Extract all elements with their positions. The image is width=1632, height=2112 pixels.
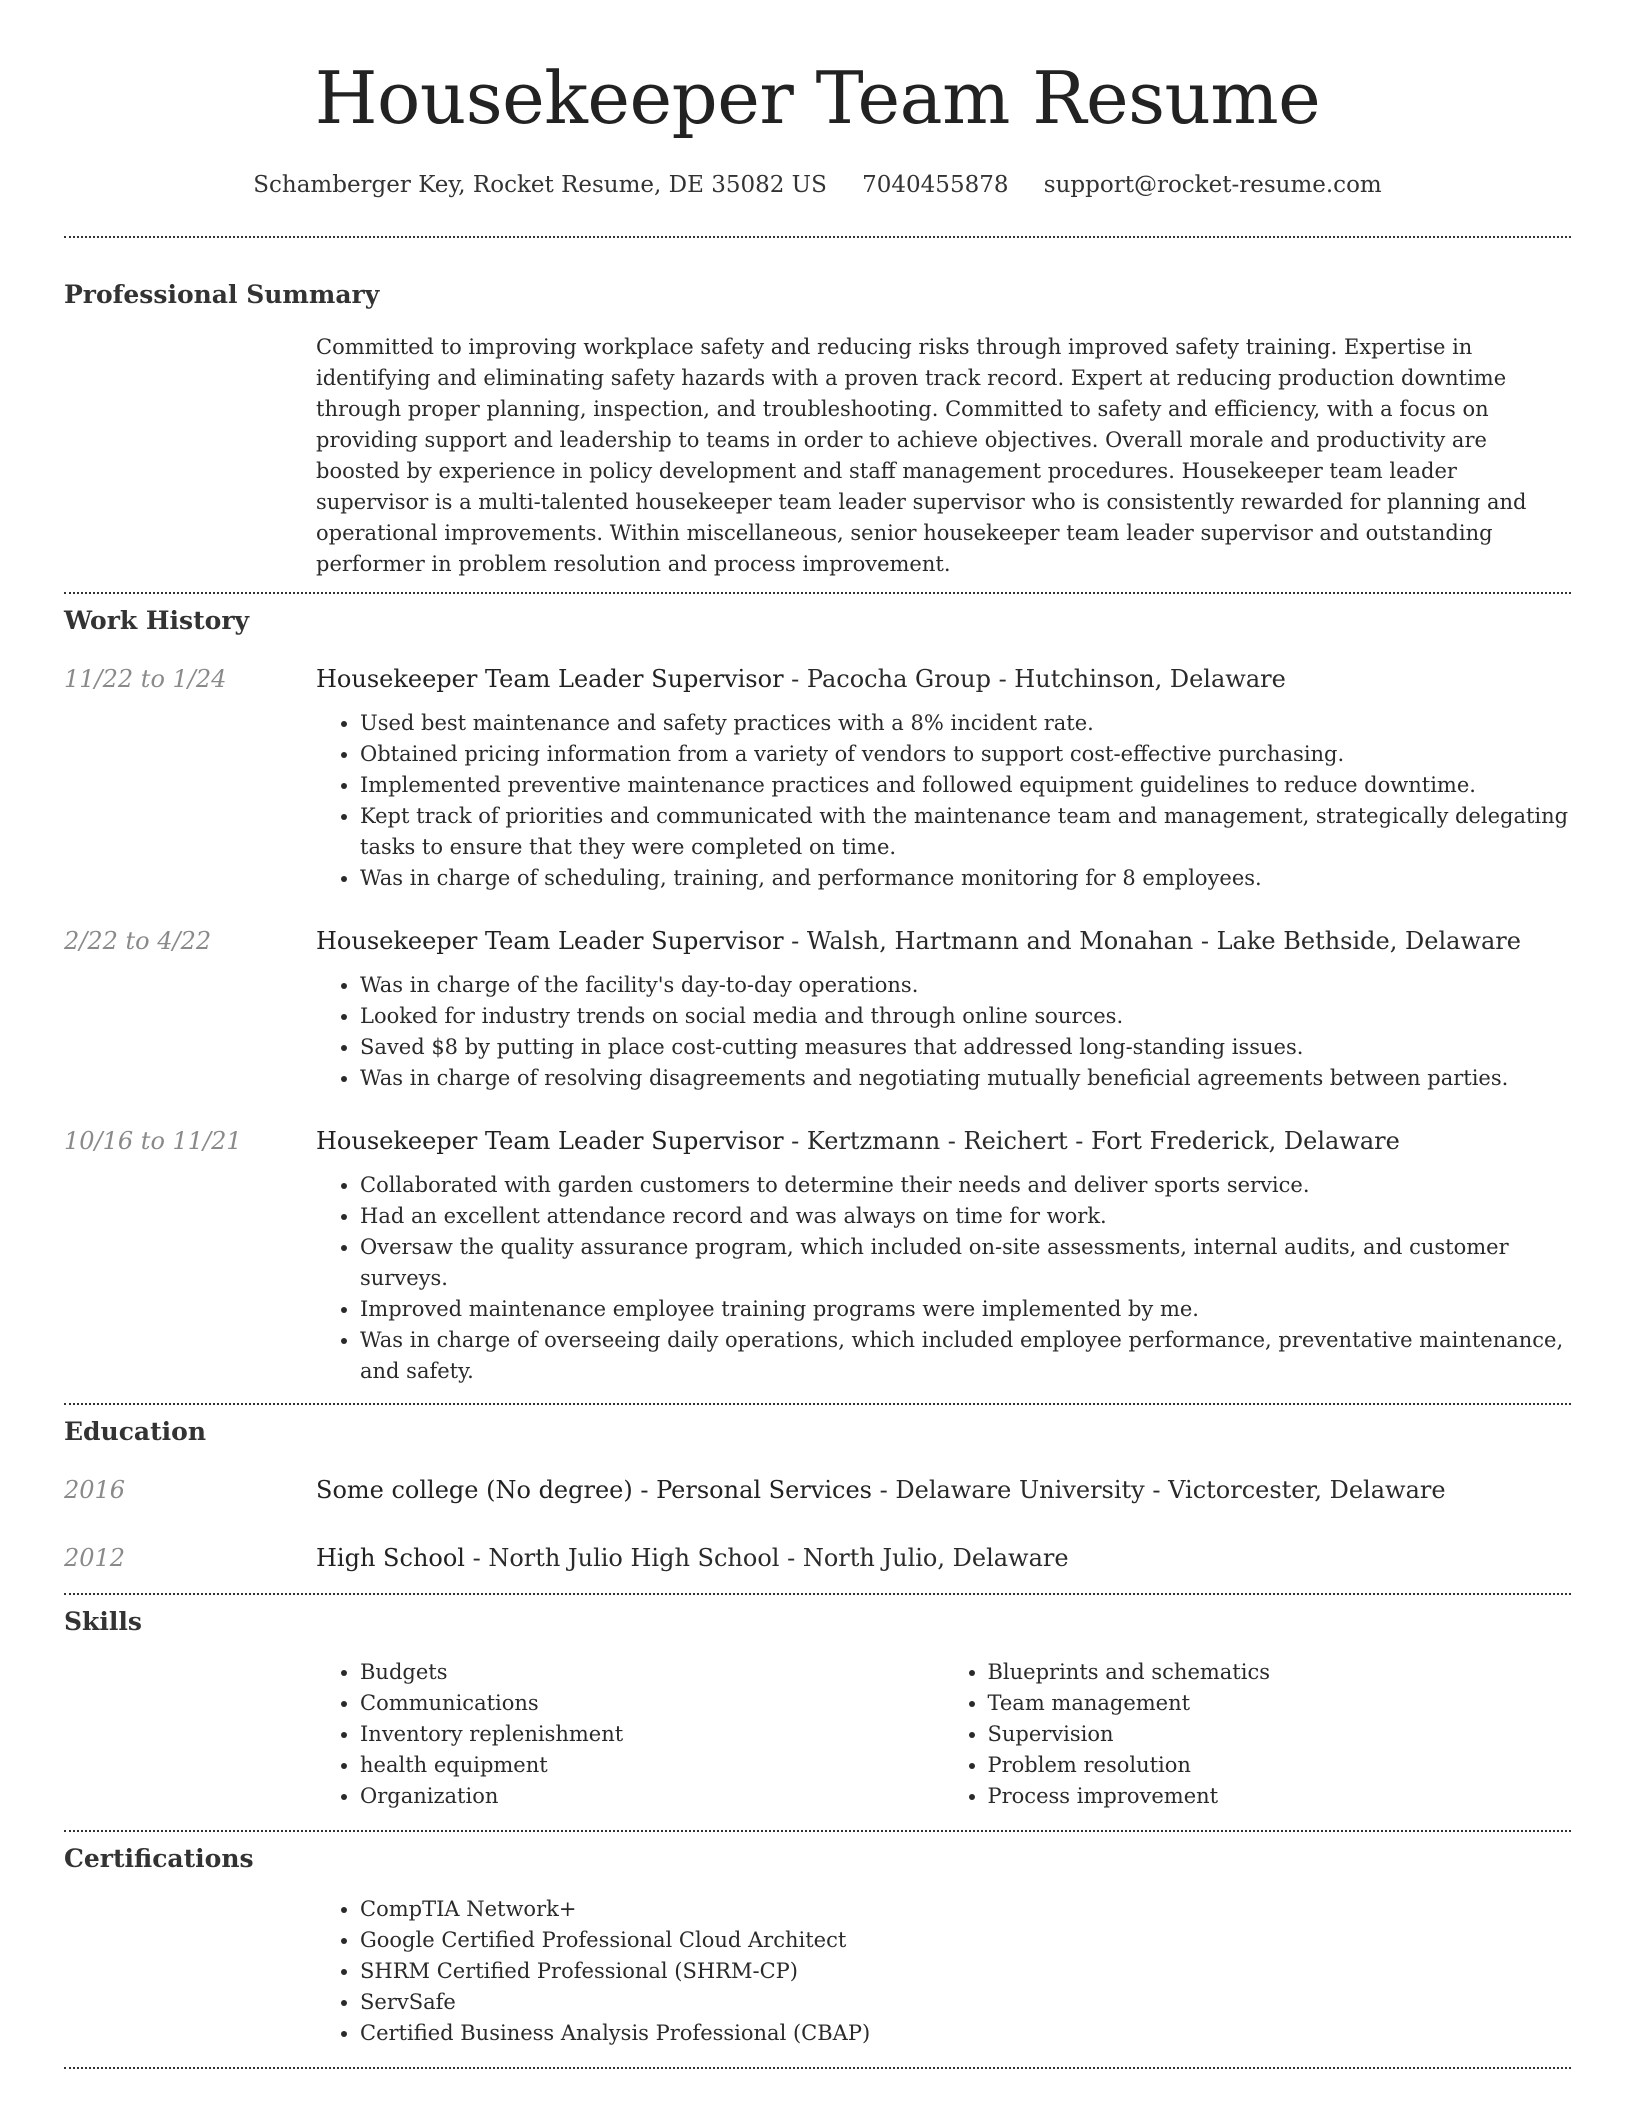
job-title: Housekeeper Team Leader Supervisor (316, 665, 784, 693)
list-item: • Kept track of priorities and communicated with the maintenance team and management, strategically delegating tasks to ensure that they were completed on time. (360, 801, 1571, 863)
divider (64, 2067, 1571, 2069)
work-bullets (316, 970, 1571, 1094)
work-heading (316, 1124, 1571, 1158)
skills-list (316, 1657, 1571, 1812)
list-item: • Was in charge of overseeing daily operations, which included employee performance, preventative maintenance, and safety. (360, 1325, 1571, 1387)
divider (64, 592, 1571, 594)
job-details: - Walsh, Hartmann and Monahan - Lake Bethside, Delaware (783, 927, 1521, 955)
school-details: - North Julio High School - North Julio, Delaware (464, 1544, 1069, 1572)
list-item: • Budgets (360, 1657, 944, 1688)
contact-phone: 7040455878 (862, 172, 1009, 198)
divider (64, 1830, 1571, 1832)
list-item: • SHRM Certified Professional (SHRM-CP) (360, 1956, 1571, 1987)
skills-column-left (316, 1657, 944, 1812)
job-details: - Kertzmann - Reichert - Fort Frederick, Delaware (783, 1127, 1400, 1155)
work-heading (316, 924, 1571, 958)
divider (64, 236, 1571, 238)
job-title: Housekeeper Team Leader Supervisor (316, 1127, 784, 1155)
education-year: 2016 (64, 1476, 126, 1504)
list-item: • Obtained pricing information from a variety of vendors to support cost-effective purchasing. (360, 739, 1571, 770)
divider (64, 1593, 1571, 1595)
degree: High School (316, 1544, 465, 1572)
job-details: - Pacocha Group - Hutchinson, Delaware (783, 665, 1286, 693)
work-entry (64, 924, 1571, 1094)
section-title-work: Work History (64, 606, 250, 635)
list-item: • Certified Business Analysis Professional (CBAP) (360, 2018, 1571, 2049)
education-heading (316, 1541, 1571, 1575)
resume-page (64, 0, 1571, 2069)
section-title-certifications: Certifications (64, 1844, 254, 1873)
contact-address: Schamberger Key, Rocket Resume, DE 35082 US (253, 172, 827, 198)
work-dates: 2/22 to 4/22 (64, 927, 212, 955)
list-item: • ServSafe (360, 1987, 1571, 2018)
work-bullets (316, 708, 1571, 894)
list-item: • Looked for industry trends on social media and through online sources. (360, 1001, 1571, 1032)
list-item: • Had an excellent attendance record and was always on time for work. (360, 1201, 1571, 1232)
resume-title: Housekeeper Team Resume (314, 56, 1321, 140)
list-item: • Implemented preventive maintenance practices and followed equipment guidelines to reduce downtime. (360, 770, 1571, 801)
list-item: • Collaborated with garden customers to determine their needs and deliver sports service. (360, 1170, 1571, 1201)
list-item: • Problem resolution (988, 1750, 1572, 1781)
contact-email: support@rocket-resume.com (1043, 172, 1382, 198)
section-title-education: Education (64, 1417, 207, 1446)
list-item: • Oversaw the quality assurance program, which included on-site assessments, internal audits, and customer surveys. (360, 1232, 1571, 1294)
work-heading (316, 662, 1571, 696)
work-entry (64, 662, 1571, 894)
list-item: • Supervision (988, 1719, 1572, 1750)
school-details: - Delaware University - Victorcester, Delaware (872, 1476, 1446, 1504)
list-item: • Saved $8 by putting in place cost-cutting measures that addressed long-standing issues. (360, 1032, 1571, 1063)
list-item: • Blueprints and schematics (988, 1657, 1572, 1688)
list-item: • health equipment (360, 1750, 944, 1781)
list-item: • CompTIA Network+ (360, 1894, 1571, 1925)
work-dates: 11/22 to 1/24 (64, 665, 227, 693)
list-item: • Google Certified Professional Cloud Architect (360, 1925, 1571, 1956)
list-item: • Was in charge of resolving disagreements and negotiating mutually beneficial agreements between parties. (360, 1063, 1571, 1094)
list-item: • Improved maintenance employee training programs were implemented by me. (360, 1294, 1571, 1325)
education-heading (316, 1473, 1571, 1507)
section-title-skills: Skills (64, 1607, 142, 1636)
work-bullets (316, 1170, 1571, 1387)
list-item: • Was in charge of scheduling, training, and performance monitoring for 8 employees. (360, 863, 1571, 894)
degree: Some college (No degree) - Personal Services (316, 1476, 872, 1504)
education-entry (64, 1541, 1571, 1575)
certifications-list (316, 1894, 1571, 2049)
work-dates: 10/16 to 11/21 (64, 1127, 242, 1155)
education-year: 2012 (64, 1544, 126, 1572)
job-title: Housekeeper Team Leader Supervisor (316, 927, 784, 955)
contact-line (64, 168, 1571, 202)
list-item: • Inventory replenishment (360, 1719, 944, 1750)
summary-text: Committed to improving workplace safety and reducing risks through improved safety training. Expertise in identifying and eliminating safety hazards with a proven track record. Expert at reducing production downtime through proper planning, inspection, and troubleshooting. Committed to safety and efficiency, with a focus on providing support and leadership to teams in order to achieve objectives. Overall morale and productivity are boosted by experience in policy development and staff management procedures. Housekeeper team leader supervisor is a multi-talented housekeeper team leader supervisor who is consistently rewarded for planning and operational improvements. Within miscellaneous, senior housekeeper team leader supervisor and outstanding performer in problem resolution and process improvement. (316, 335, 1527, 576)
list-item: • Used best maintenance and safety practices with a 8% incident rate. (360, 708, 1571, 739)
education-entry (64, 1473, 1571, 1507)
list-item: • Organization (360, 1781, 944, 1812)
list-item: • Team management (988, 1688, 1572, 1719)
list-item: • Process improvement (988, 1781, 1572, 1812)
skills-column-right (944, 1657, 1572, 1812)
section-title-summary: Professional Summary (64, 280, 380, 309)
work-entry (64, 1124, 1571, 1387)
divider (64, 1403, 1571, 1405)
list-item: • Was in charge of the facility's day-to-day operations. (360, 970, 1571, 1001)
list-item: • Communications (360, 1688, 944, 1719)
